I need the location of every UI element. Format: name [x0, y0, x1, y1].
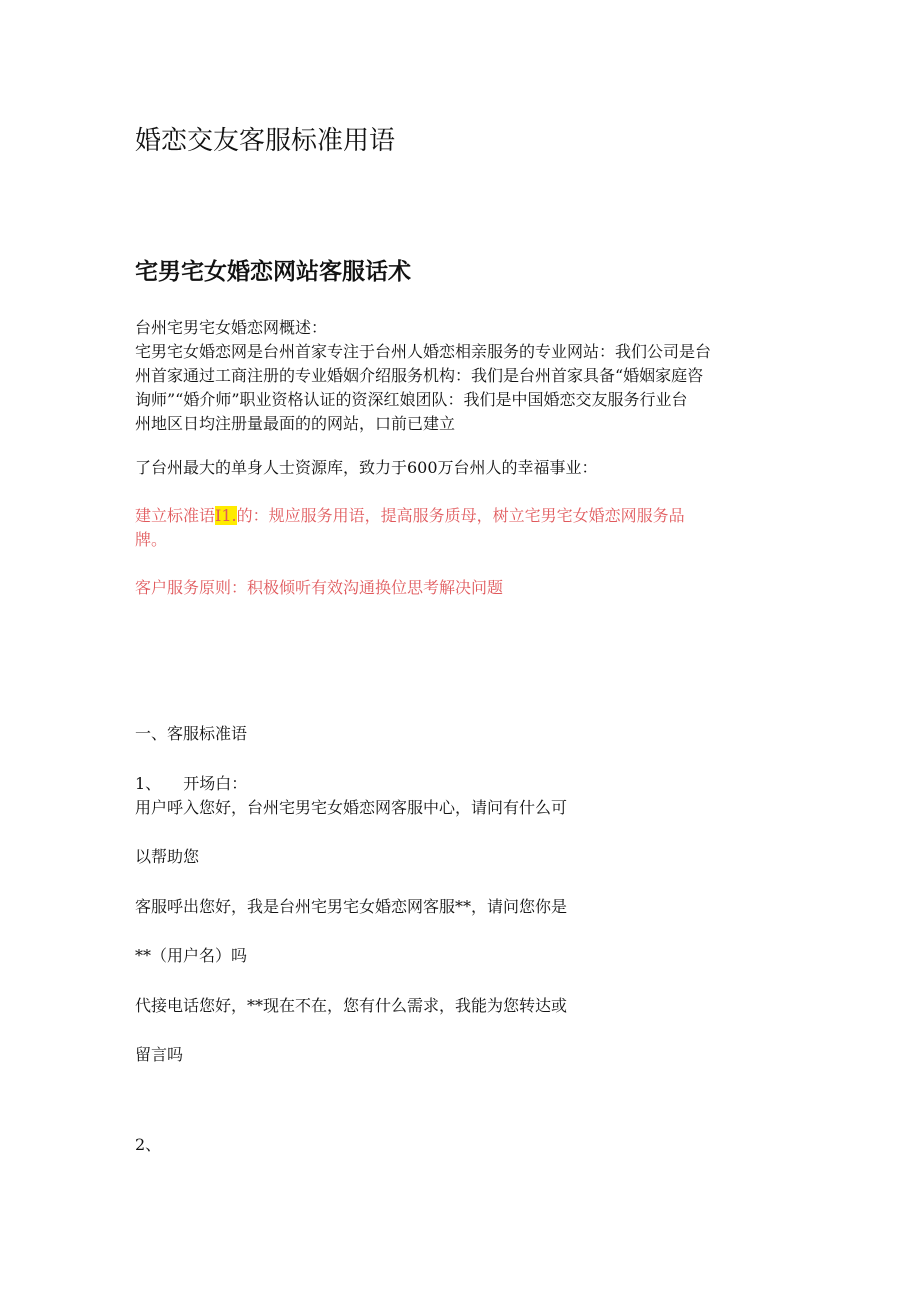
item-1-number: 1、 — [135, 774, 162, 793]
purpose-highlight: I1. — [215, 506, 237, 525]
greeting-service-line-1: 客服呼出您好，我是台州宅男宅女婚恋网客服**，请问您你是 — [135, 897, 568, 916]
document-subtitle: 宅男宅女婚恋网站客服话术 — [135, 259, 411, 285]
document-title: 婚恋交友客服标准用语 — [135, 126, 396, 156]
greeting-proxy-line-1: 代接电话您好，**现在不在，您有什么需求，我能为您转达或 — [135, 996, 568, 1015]
principle-paragraph: 客户服务原则：积极倾听有效沟通换位思考解决问题 — [135, 578, 504, 597]
overview-line: 宅男宅女婚恋网是台州首家专注于台州人婚恋相亲服务的专业网站：我们公司是台 — [135, 342, 712, 361]
overview-line: 州地区日均注册量最面的的网站，口前已建立 — [135, 414, 456, 433]
greeting-service-line-2: **（用户名）吗 — [135, 946, 248, 965]
overview-line: 询师”“婚介师”职业资格认证的资深红娘团队：我们是中国婚恋交友服务行业台 — [135, 390, 688, 409]
purpose-prefix: 建立标准语 — [135, 506, 216, 525]
mission-paragraph: 了台州最大的单身人士资源库，致力于600万台州人的幸福事业： — [135, 458, 598, 477]
section-1-title: 一、客服标准语 — [135, 724, 248, 743]
purpose-line-2: 牌。 — [135, 530, 168, 549]
overview-section — [135, 316, 745, 436]
purpose-line-1 — [135, 504, 685, 528]
overview-line: 州首家通过工商注册的专业婚姻介绍服务机构：我们是台州首家具备“婚姻家庭咨 — [135, 366, 704, 385]
overview-heading: 台州宅男宅女婚恋网概述： — [135, 318, 328, 337]
item-1-heading — [135, 772, 247, 796]
purpose-paragraph — [135, 504, 685, 552]
greeting-user-line-2: 以帮助您 — [135, 847, 200, 866]
item-1-label: 开场白： — [183, 774, 248, 793]
greeting-proxy-line-2: 留言吗 — [135, 1045, 184, 1064]
item-2-number: 2、 — [135, 1135, 162, 1154]
greeting-user-line-1: 用户呼入您好，台州宅男宅女婚恋网客服中心，请问有什么可 — [135, 798, 568, 817]
purpose-rest: 的：规应服务用语，提高服务质母，树立宅男宅女婚恋网服务品 — [236, 506, 685, 525]
